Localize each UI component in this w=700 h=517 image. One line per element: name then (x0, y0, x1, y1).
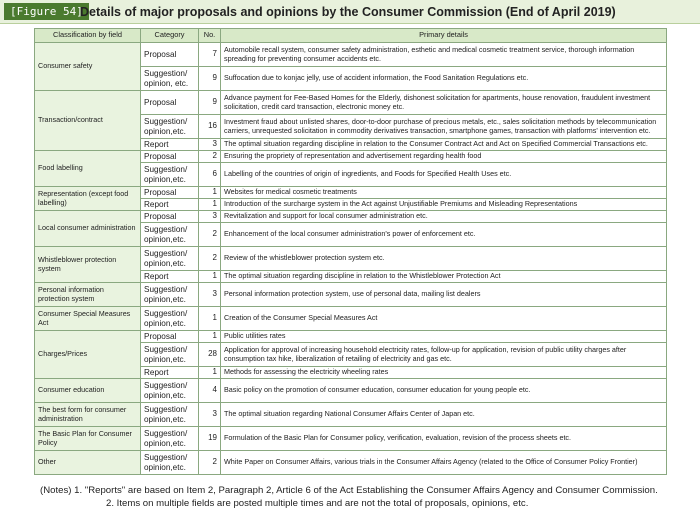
details-cell: Introduction of the surcharge system in the Act against Unjustifiable Premiums and Misleading Representations (221, 199, 667, 211)
category-cell: Proposal (141, 91, 199, 115)
table-row (35, 151, 667, 163)
figure-label: [Figure 54] (4, 3, 89, 20)
field-cell: Personal information protection system (35, 283, 141, 307)
count-cell: 2 (199, 151, 221, 163)
category-cell: Suggestion/ opinion,etc. (141, 307, 199, 331)
count-cell: 7 (199, 43, 221, 67)
proposals-table (34, 28, 667, 475)
category-cell: Report (141, 367, 199, 379)
count-cell: 1 (199, 367, 221, 379)
details-cell: The optimal situation regarding National Consumer Affairs Center of Japan etc. (221, 403, 667, 427)
category-cell: Proposal (141, 187, 199, 199)
count-cell: 1 (199, 187, 221, 199)
details-cell: Creation of the Consumer Special Measures Act (221, 307, 667, 331)
count-cell: 16 (199, 115, 221, 139)
details-cell: The optimal situation regarding discipline in relation to the Consumer Contract Act and Act on Specified Commercial Transactions etc. (221, 139, 667, 151)
details-cell: Application for approval of increasing household electricity rates, follow-up for application, revision of public utility charges after consumption tax hike, liberalization of retailing of electricity and gas etc. (221, 343, 667, 367)
count-cell: 3 (199, 403, 221, 427)
column-header-no: No. (199, 29, 221, 43)
count-cell: 2 (199, 223, 221, 247)
category-cell: Suggestion/ opinion,etc. (141, 451, 199, 475)
count-cell: 1 (199, 307, 221, 331)
table-row (35, 451, 667, 475)
count-cell: 1 (199, 271, 221, 283)
category-cell: Suggestion/ opinion,etc. (141, 115, 199, 139)
count-cell: 2 (199, 247, 221, 271)
details-cell: The optimal situation regarding discipline in relation to the Whistleblower Protection Act (221, 271, 667, 283)
table-row (35, 211, 667, 223)
category-cell: Proposal (141, 211, 199, 223)
note-line-1: (Notes) 1. "Reports" are based on Item 2, Paragraph 2, Article 6 of the Act Establishing the Consumer Affairs Agency and Consumer Commission. (40, 485, 658, 496)
table-row (35, 247, 667, 271)
field-cell: The best form for consumer administration (35, 403, 141, 427)
category-cell: Suggestion/ opinion,etc. (141, 223, 199, 247)
table-row (35, 307, 667, 331)
field-cell: Consumer education (35, 379, 141, 403)
category-cell: Report (141, 271, 199, 283)
category-cell: Suggestion/ opinion,etc. (141, 247, 199, 271)
details-cell: Investment fraud about unlisted shares, door-to-door purchase of precious metals, etc., sales solicitation methods by telecommunication carriers, unrequested solicitation in commodity derivatives transaction, smartphone games, transaction with platforms' intervention etc. (221, 115, 667, 139)
field-cell: Whistleblower protection system (35, 247, 141, 283)
field-cell: The Basic Plan for Consumer Policy (35, 427, 141, 451)
category-cell: Suggestion/ opinion,etc. (141, 283, 199, 307)
table-row (35, 427, 667, 451)
column-header-field: Classification by field (35, 29, 141, 43)
column-header-category: Category (141, 29, 199, 43)
field-cell: Other (35, 451, 141, 475)
figure-title: Details of major proposals and opinions by the Consumer Commission (End of April 2019) (80, 5, 616, 19)
table-row (35, 91, 667, 115)
field-cell: Transaction/contract (35, 91, 141, 151)
count-cell: 6 (199, 163, 221, 187)
table-row (35, 379, 667, 403)
details-cell: Automobile recall system, consumer safety administration, esthetic and medical cosmetic treatment service, thorough information spreading for preventing consumer accidents etc. (221, 43, 667, 67)
category-cell: Proposal (141, 331, 199, 343)
category-cell: Report (141, 139, 199, 151)
details-cell: Public utilities rates (221, 331, 667, 343)
count-cell: 9 (199, 67, 221, 91)
column-header-details: Primary details (221, 29, 667, 43)
count-cell: 3 (199, 211, 221, 223)
category-cell: Proposal (141, 43, 199, 67)
table-row (35, 43, 667, 67)
field-cell: Consumer safety (35, 43, 141, 91)
details-cell: Formulation of the Basic Plan for Consumer policy, verification, evaluation, revision of the process sheets etc. (221, 427, 667, 451)
count-cell: 3 (199, 139, 221, 151)
category-cell: Suggestion/ opinion,etc. (141, 427, 199, 451)
count-cell: 2 (199, 451, 221, 475)
details-cell: Websites for medical cosmetic treatments (221, 187, 667, 199)
count-cell: 1 (199, 331, 221, 343)
details-cell: Advance payment for Fee-Based Homes for the Elderly, dishonest solicitation for apartments, house renovation, fraudulent investment solicitation, credit card transaction, electronic money etc. (221, 91, 667, 115)
details-cell: White Paper on Consumer Affairs, various trials in the Consumer Affairs Agency (related to the Office of Consumer Policy Frontier) (221, 451, 667, 475)
count-cell: 3 (199, 283, 221, 307)
table-header-row (35, 29, 667, 43)
table-row (35, 403, 667, 427)
count-cell: 1 (199, 199, 221, 211)
count-cell: 4 (199, 379, 221, 403)
category-cell: Suggestion/ opinion,etc. (141, 163, 199, 187)
figure-header (0, 0, 700, 24)
details-cell: Review of the whistleblower protection system etc. (221, 247, 667, 271)
table-row (35, 331, 667, 343)
field-cell: Consumer Special Measures Act (35, 307, 141, 331)
details-cell: Ensuring the propriety of representation and advertisement regarding health food (221, 151, 667, 163)
details-cell: Suffocation due to konjac jelly, use of accident information, the Food Sanitation Regulations etc. (221, 67, 667, 91)
table-row (35, 187, 667, 199)
category-cell: Proposal (141, 151, 199, 163)
details-cell: Basic policy on the promotion of consumer education, consumer education for young people etc. (221, 379, 667, 403)
details-cell: Personal information protection system, use of personal data, mailing list dealers (221, 283, 667, 307)
field-cell: Charges/Prices (35, 331, 141, 379)
note-line-2: 2. Items on multiple fields are posted multiple times and are not the total of proposals, opinions, etc. (106, 497, 529, 509)
category-cell: Suggestion/ opinion, etc. (141, 67, 199, 91)
details-cell: Revitalization and support for local consumer administration etc. (221, 211, 667, 223)
field-cell: Local consumer administration (35, 211, 141, 247)
category-cell: Suggestion/ opinion,etc. (141, 379, 199, 403)
field-cell: Representation (except food labelling) (35, 187, 141, 211)
category-cell: Suggestion/ opinion,etc. (141, 403, 199, 427)
table-row (35, 283, 667, 307)
notes (40, 485, 658, 510)
count-cell: 19 (199, 427, 221, 451)
category-cell: Suggestion/ opinion,etc. (141, 343, 199, 367)
details-cell: Enhancement of the local consumer administration's power of enforcement etc. (221, 223, 667, 247)
count-cell: 9 (199, 91, 221, 115)
details-cell: Methods for assessing the electricity wheeling rates (221, 367, 667, 379)
category-cell: Report (141, 199, 199, 211)
field-cell: Food labelling (35, 151, 141, 187)
count-cell: 28 (199, 343, 221, 367)
details-cell: Labelling of the countries of origin of ingredients, and Foods for Specified Health Uses etc. (221, 163, 667, 187)
